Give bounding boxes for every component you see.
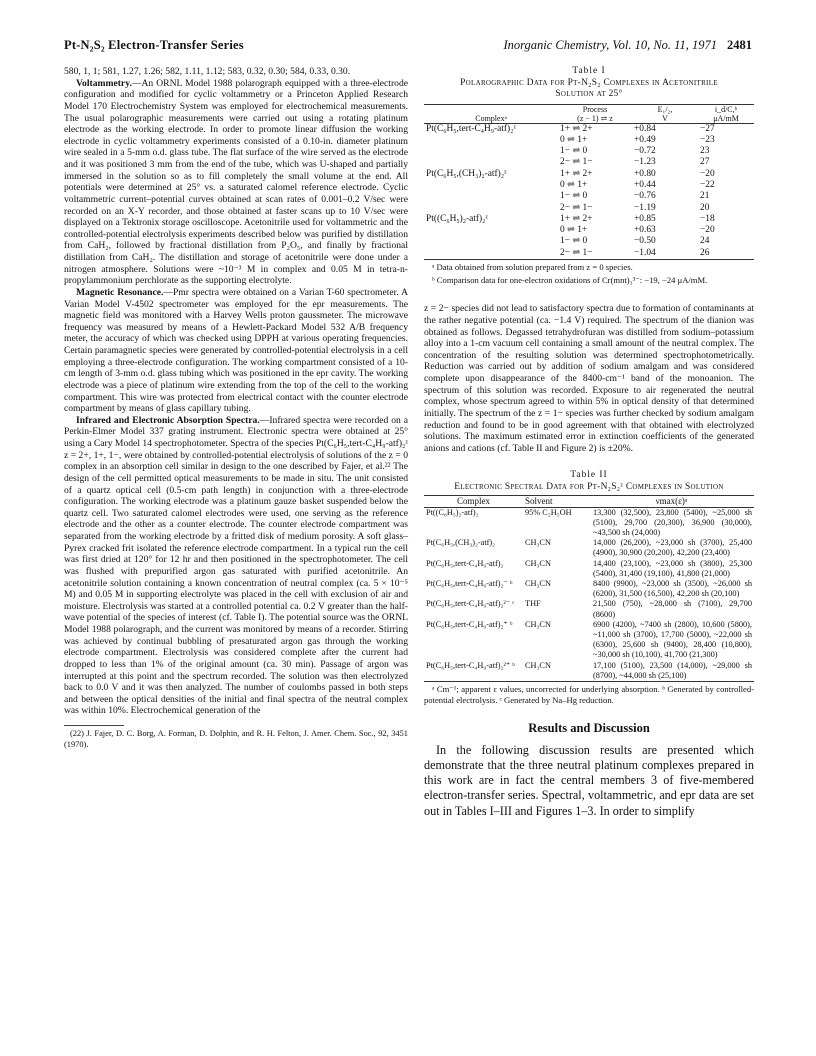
table1-row: [424, 123, 754, 135]
running-header-right: [503, 38, 752, 53]
results-section: [424, 721, 754, 819]
table1-header-row-2: [424, 114, 754, 124]
table1-row: [424, 157, 754, 168]
spectra-text: —Infrared spectra were recorded on a Perkin-Elmer Model 337 grating instrument. Electronic spectra were obtained at 25° using a Cary Model 14 spectrophotometer. Spectra of the species Pt(C₆H₅,tert-C₄H₉-atf)₂ᶻ z = 2+, 1+, 1−, were obtained by controlled-potential electrolysis of solutions of the z = 0 complex in an absorption cell similar in design to the one described by Fajer, et al.²² The design of the cell permitted optical measurements to be made in situ. The unit consisted of a quartz optical cell (0.5-cm path length) in conjunction with a three-electrode configuration. The working electrode was a platinum gauze basket suspended below the quartz cell. Two saturated calomel electrodes were used, one serving as the reference electrode and the other as a counter electrode. The counter electrode compartment was separated from the working electrode by a fritted disk of medium porosity. A soft glass–Pyrex cracked frit isolated the reference electrode compartment. In a typical run the cell was first dried at 120° for 12 hr and then positioned in the spectrophotometer. The cell was flushed with prepurified argon gas saturated with purified acetonitrile. An acetonitrile solution containing a known concentration of neutral complex (ca. 5 × 10⁻⁵ M) and 0.05 M in supporting electrolyte was placed in the cell with exclusion of air and moisture. Electrolysis was started at a controlled potential ca. 0.2 V greater than the half-wave potential of the species of interest (cf. Table I). The potential source was the ORNL Model 1988 polarograph, and the current was monitored by means of a recorder. Stirring was achieved by continual bubbling of presaturated argon gas through the working electrode compartment. Electrolysis was considered complete after the current had dropped to less than 1% of the original amount (ca. 30 min). Passage of argon was interrupted at this point and the spectrum recorded. The solution was then electrolyzed back to 0.0 V and it was then analyzed. The number of coulombs passed in both steps and between the optical densities of the initial and final spectra of the neutral complex was within 10%. Electrochemical generation of the: [64, 414, 408, 717]
table1-bottom-rule: [424, 259, 754, 260]
table1-cell-current: 20: [700, 202, 710, 213]
table2-note: ᵃ Cm⁻¹; apparent ε values, uncorrected for underlying absorption. ᵇ Generated by controlled-potential electrolysis. ᶜ Generated by Na–Hg reduction.: [424, 684, 754, 705]
table1-cell-process: 0 ⇌ 1+: [560, 225, 588, 236]
table2-col-complex: Complex: [424, 496, 523, 507]
table1-cell-e-half: +0.49: [634, 134, 656, 145]
table2-row: [424, 661, 754, 681]
table1-cell-process: 1+ ⇌ 2+: [560, 213, 593, 224]
table2-cell-complex: Pt(C₆H₅,tert-C₄H₉-atf)₂²⁺ ᵇ: [426, 660, 515, 670]
table1-header-row-1: [424, 104, 754, 114]
table1-cell-e-half: −0.50: [634, 236, 656, 247]
table1-cell-complex: Pt((C₆H₅)₂-atf)₂ᶻ: [426, 213, 488, 224]
table1-cell-complex: Pt(C₆H₅,tert-C₄H₉-atf)₂ᶻ: [426, 123, 516, 134]
table1-cell-complex: [424, 203, 558, 214]
table1-col-process-1: Process: [558, 104, 632, 114]
table1-col-e-1: E₁/₂,: [632, 104, 698, 114]
table1: [424, 104, 754, 260]
table2-row: [424, 538, 754, 558]
table2-cell-complex: Pt(C₆H₅,tert-C₄H₉-atf)₂⁻ ᵇ: [426, 579, 513, 588]
table1-cell-complex: [424, 191, 558, 202]
table1-body: [424, 123, 754, 259]
table2-cell-solvent: CH₃CN: [525, 660, 551, 670]
table1-cell-e-half: −1.04: [634, 247, 656, 258]
table2-title: Electronic Spectral Data for Pt-N₂S₂ᶻ Complexes in Solution: [454, 481, 724, 492]
table1-cell-e-half: −1.19: [634, 202, 656, 213]
table2-cell-bands: 17,100 (5100), 23,500 (14,000), ~29,000 sh (8700), ~44,000 sh (25,100): [593, 660, 752, 680]
table2-header-row: [424, 496, 754, 507]
table1-row: [424, 169, 754, 180]
table1-cell-complex: Pt(C₆H₅,(CH₃)₂-atf)₂ᶻ: [426, 168, 507, 179]
table2-cell-bands: 6900 (4200), ~7400 sh (2800), 10,600 (5800), ~11,000 sh (3700), 17,700 (5000), ~22,000 sh (6300), 25,600 sh (9400), 28,400 (10,800), ~30,000 sh (10,100), 41,700 (21,300): [593, 619, 752, 660]
results-method-paragraph: z = 2− species did not lead to satisfactory spectra due to formation of contaminants at the rather negative potential (ca. −1.4 V) required. The spectrum of the dianion was obtained as follows. Degassed tetrahydrofuran was distilled from sodium–potassium alloy into a 1-cm vacuum cell containing a small amount of the neutral complex. The concentration of the resulting solution was determined spectrophotometrically. Reduction was carried out by addition of sodium amalgam and was considered complete upon disappearance of the 8400-cm⁻¹ band of the monoanion. The spectrum of this solution was recorded. Exposure to air regenerated the neutral complex, whose spectrum agreed to within 5% in optical density of that determined initially. The spectrum of the z = 1− species was further checked by sodium amalgam reduction and found to be in good agreement with that obtained with electrolyzed solutions. The maximum estimated error in extinction coefficients of the generated anions and cations (cf. Table II and Figure 2) is ±20%.: [424, 303, 754, 454]
voltammetry-text: —An ORNL Model 1988 polarograph equipped with a three-electrode configuration and modified for cyclic voltammetry or a Princeton Applied Research Model 170 Electrochemistry System was employed for electrochemical measurements. The usual polarographic measurements were carried out using a rotating platinum electrode as the working electrode. In order to promote linear diffusion the working electrode in cyclic voltammetry experiments consisted of a 0.10-in. diameter platinum wire sealed in a 5-mm o.d. glass tube. The flat surface of the wire served as the electrode and it was positioned 3 mm from the end of the tube, which was U-shaped and partially immersed in the solution so as to fill completely the small volume at the end. All potentials were determined at 25° vs. a saturated calomel reference electrode. Cyclic voltammetric current–potential curves obtained at scan rates of 0.001–0.2 V/sec were recorded on an X-Y recorder, and those obtained at faster scans up to 10 V/sec were displayed on a Tektronix storage oscilloscope. Acetonitrile used for voltammetric and the controlled-potential electrolysis experiments described below was purified by distillation from CaH₂, followed by fractional distillation from P₂O₅, and finally by fractional distillation from CaH₂. The distillation and storage of acetonitrile were done under a nitrogen atmosphere. Solutions were ~10⁻³ M in complex and 0.05 M in tetra-n-propylammonium perchlorate as the supporting electrolyte.: [64, 77, 408, 287]
table1-cell-process: 1− ⇌ 0: [560, 236, 588, 247]
table2-body: [424, 507, 754, 681]
table1-col-i-1: i_d/C,ᵇ: [698, 104, 754, 114]
table1-cell-current: −20: [700, 168, 715, 179]
table2-cell-bands: 8400 (9900), ~23,000 sh (3500), ~26,000 sh (6200), 31,500 (16,500), 42,200 sh (20,100): [593, 579, 752, 599]
table1-note-a: ᵃ Data obtained from solution prepared from z = 0 species.: [432, 262, 633, 273]
magnetic-resonance-text: —Pmr spectra were obtained on a Varian T-60 spectrometer. A Varian Model V-4502 spectrometer was employed for the epr measurements. The magnetic field was monitored with a Harvey Wells proton gaussmeter. The microwave frequency was measured by means of a Hewlett-Packard Model 532 A/B frequency meter, the accuracy of which was checked using DPPH at various operating frequencies. Certain paramagnetic species were generated by controlled-potential electrolysis in a cell employing a three-electrode configuration. The working compartment consisted of a 10-cm length of 3-mm o.d. glass tubing which was positioned in the epr cavity. The working electrode was a piece of platinum wire extending from the top of the cell to the working compartment. This wire was protected from electrical contact with the counter electrode compartment by means of glass capillary tubing.: [64, 286, 408, 415]
page-number: 2481: [727, 38, 752, 52]
table1-cell-e-half: −1.23: [634, 157, 656, 168]
table2-cell-solvent: CH₃CN: [525, 538, 551, 548]
table1-cell-complex: [424, 180, 558, 191]
running-header-left: Pt-N₂S₂ Electron-Transfer Series: [64, 38, 244, 52]
table1-cell-current: −18: [700, 213, 715, 224]
table2-cell-solvent: CH₃CN: [525, 619, 551, 629]
table2-cell-solvent: CH₃CN: [525, 558, 551, 568]
table2-cell-bands: 14,400 (23,100), ~23,000 sh (3800), 25,300 (5400), 31,400 (19,100), 41,800 (21,000): [593, 558, 752, 578]
table2-cell-complex: Pt(C₆H₅,tert-C₄H₉-atf)₂⁺ ᵇ: [426, 619, 513, 629]
footnote-22: (22) J. Fajer, D. C. Borg, A. Forman, D. Dolphin, and R. H. Felton, J. Amer. Chem. Soc., 92, 3451 (1970).: [64, 729, 408, 749]
table2-cell-solvent: CH₃CN: [525, 579, 551, 588]
table1-row: [424, 135, 754, 146]
table1-cell-current: 21: [700, 191, 710, 202]
table1-cell-process: 1− ⇌ 0: [560, 146, 588, 157]
table1-cell-current: 27: [700, 157, 710, 168]
table1-cell-current: 23: [700, 146, 710, 157]
continued-data-line: 580, 1, 1; 581, 1.27, 1.26; 582, 1.11, 1.12; 583, 0.32, 0.30; 584, 0.33, 0.30.: [64, 66, 351, 77]
table1-cell-current: −23: [700, 134, 715, 145]
table1-row: [424, 146, 754, 157]
table2-label: Table II: [570, 470, 608, 481]
voltammetry-paragraph: [64, 78, 408, 287]
table1-label: Table I: [572, 66, 606, 76]
table1-cell-current: −27: [700, 123, 715, 134]
table1-cell-complex: [424, 135, 558, 146]
table1-cell-process: 1+ ⇌ 2+: [560, 168, 593, 179]
table1-cell-e-half: +0.80: [634, 168, 656, 179]
table1-row: [424, 180, 754, 191]
table1-cell-complex: [424, 248, 558, 259]
table1-cell-complex: [424, 236, 558, 247]
table2-col-solvent: Solvent: [523, 496, 589, 507]
magnetic-resonance-paragraph: [64, 287, 408, 415]
table1-cell-process: 0 ⇌ 1+: [560, 134, 588, 145]
table1-title: Polarographic Data for Pt-N₂S₂ Complexes in Acetonitrile Solution at 25°: [460, 77, 718, 99]
table1-col-process-2: (z − 1) ⇌ z: [558, 114, 632, 124]
table1-cell-process: 2− ⇌ 1−: [560, 247, 593, 258]
table1-cell-complex: [424, 146, 558, 157]
table1-col-complex: Complexᵃ: [424, 114, 558, 124]
table2-row: [424, 507, 754, 538]
voltammetry-heading: Voltammetry.: [76, 77, 132, 89]
table1-caption: [424, 66, 754, 101]
table1-cell-process: 1+ ⇌ 2+: [560, 123, 593, 134]
journal-citation: Inorganic Chemistry, Vol. 10, No. 11, 1971: [503, 38, 717, 52]
table1-cell-complex: [424, 225, 558, 236]
table2-col-bands: νmax(ε)ᵃ: [589, 496, 754, 507]
table1-cell-e-half: +0.63: [634, 225, 656, 236]
table2: [424, 495, 754, 681]
table1-cell-current: −22: [700, 179, 715, 190]
table1-row: [424, 236, 754, 247]
table1-cell-process: 2− ⇌ 1−: [560, 157, 593, 168]
table2-caption: [424, 470, 754, 493]
table2-cell-bands: 14,000 (26,200), ~23,000 sh (3700), 25,400 (4900), 30,900 (20,200), 42,200 (23,400): [593, 538, 752, 558]
table1-row: [424, 214, 754, 225]
results-paragraph: In the following discussion results are presented which demonstrate that the three neutral platinum complexes prepared in this work are in fact the central members 3 of five-membered electron-transfer series. Spectral, voltammetric, and epr data are set out in Tables I–III and Figures 1–3. In order to simplify: [424, 742, 754, 818]
table1-row: [424, 248, 754, 259]
table1-cell-complex: [424, 157, 558, 168]
table2-cell-complex: Pt((C₆H₅)₂-atf)₂: [426, 507, 479, 517]
table1-row: [424, 191, 754, 202]
table1-cell-current: 24: [700, 236, 710, 247]
table1-col-i-2: μA/mM: [698, 114, 754, 124]
table2-cell-bands: 21,500 (750), ~28,000 sh (7100), 29,700 (8600): [593, 599, 752, 619]
table1-cell-e-half: +0.84: [634, 123, 656, 134]
right-column: [424, 66, 754, 819]
table1-cell-process: 0 ⇌ 1+: [560, 179, 588, 190]
table1-cell-current: 26: [700, 247, 710, 258]
table1-cell-process: 1− ⇌ 0: [560, 191, 588, 202]
results-heading: Results and Discussion: [528, 721, 650, 736]
table2-cell-solvent: 95% C₂H₅OH: [525, 507, 572, 517]
left-column: [64, 66, 408, 750]
table1-col-e-2: V: [632, 114, 698, 124]
table2-cell-complex: Pt(C₆H₅,(CH₃)₂-atf)₂: [426, 538, 496, 548]
table1-row: [424, 225, 754, 236]
table2-cell-solvent: THF: [525, 599, 541, 609]
table1-cell-process: 2− ⇌ 1−: [560, 202, 593, 213]
table1-cell-e-half: −0.76: [634, 191, 656, 202]
table2-row: [424, 559, 754, 579]
table1-cell-e-half: +0.44: [634, 179, 656, 190]
footnote-rule: [64, 725, 124, 726]
table1-row: [424, 203, 754, 214]
spectra-paragraph: [64, 415, 408, 717]
magnetic-resonance-heading: Magnetic Resonance.: [76, 286, 164, 298]
table2-row: [424, 579, 754, 599]
table1-cell-e-half: +0.85: [634, 213, 656, 224]
table2-row: [424, 620, 754, 661]
table1-note-b: ᵇ Comparison data for one-electron oxidations of Cr(mnt)₃³⁻: −19, −24 μA/mM.: [432, 274, 708, 285]
table1-cell-e-half: −0.72: [634, 146, 656, 157]
table2-cell-complex: Pt(C₆H₅,tert-C₄H₉-atf)₂: [426, 558, 504, 568]
table2-bottom-rule: [424, 681, 754, 682]
table1-cell-current: −20: [700, 225, 715, 236]
table2-cell-complex: Pt(C₆H₅,tert-C₄H₉-atf)₂²⁻ ᶜ: [426, 599, 515, 609]
table2-cell-bands: 13,300 (32,500), 23,800 (5400), ~25,000 sh (5100), 29,700 (20,300), 36,900 (30,000), ~43,500 sh (24,000): [593, 507, 752, 537]
table2-row: [424, 599, 754, 619]
spectra-heading: Infrared and Electronic Absorption Spectra.: [76, 414, 260, 426]
